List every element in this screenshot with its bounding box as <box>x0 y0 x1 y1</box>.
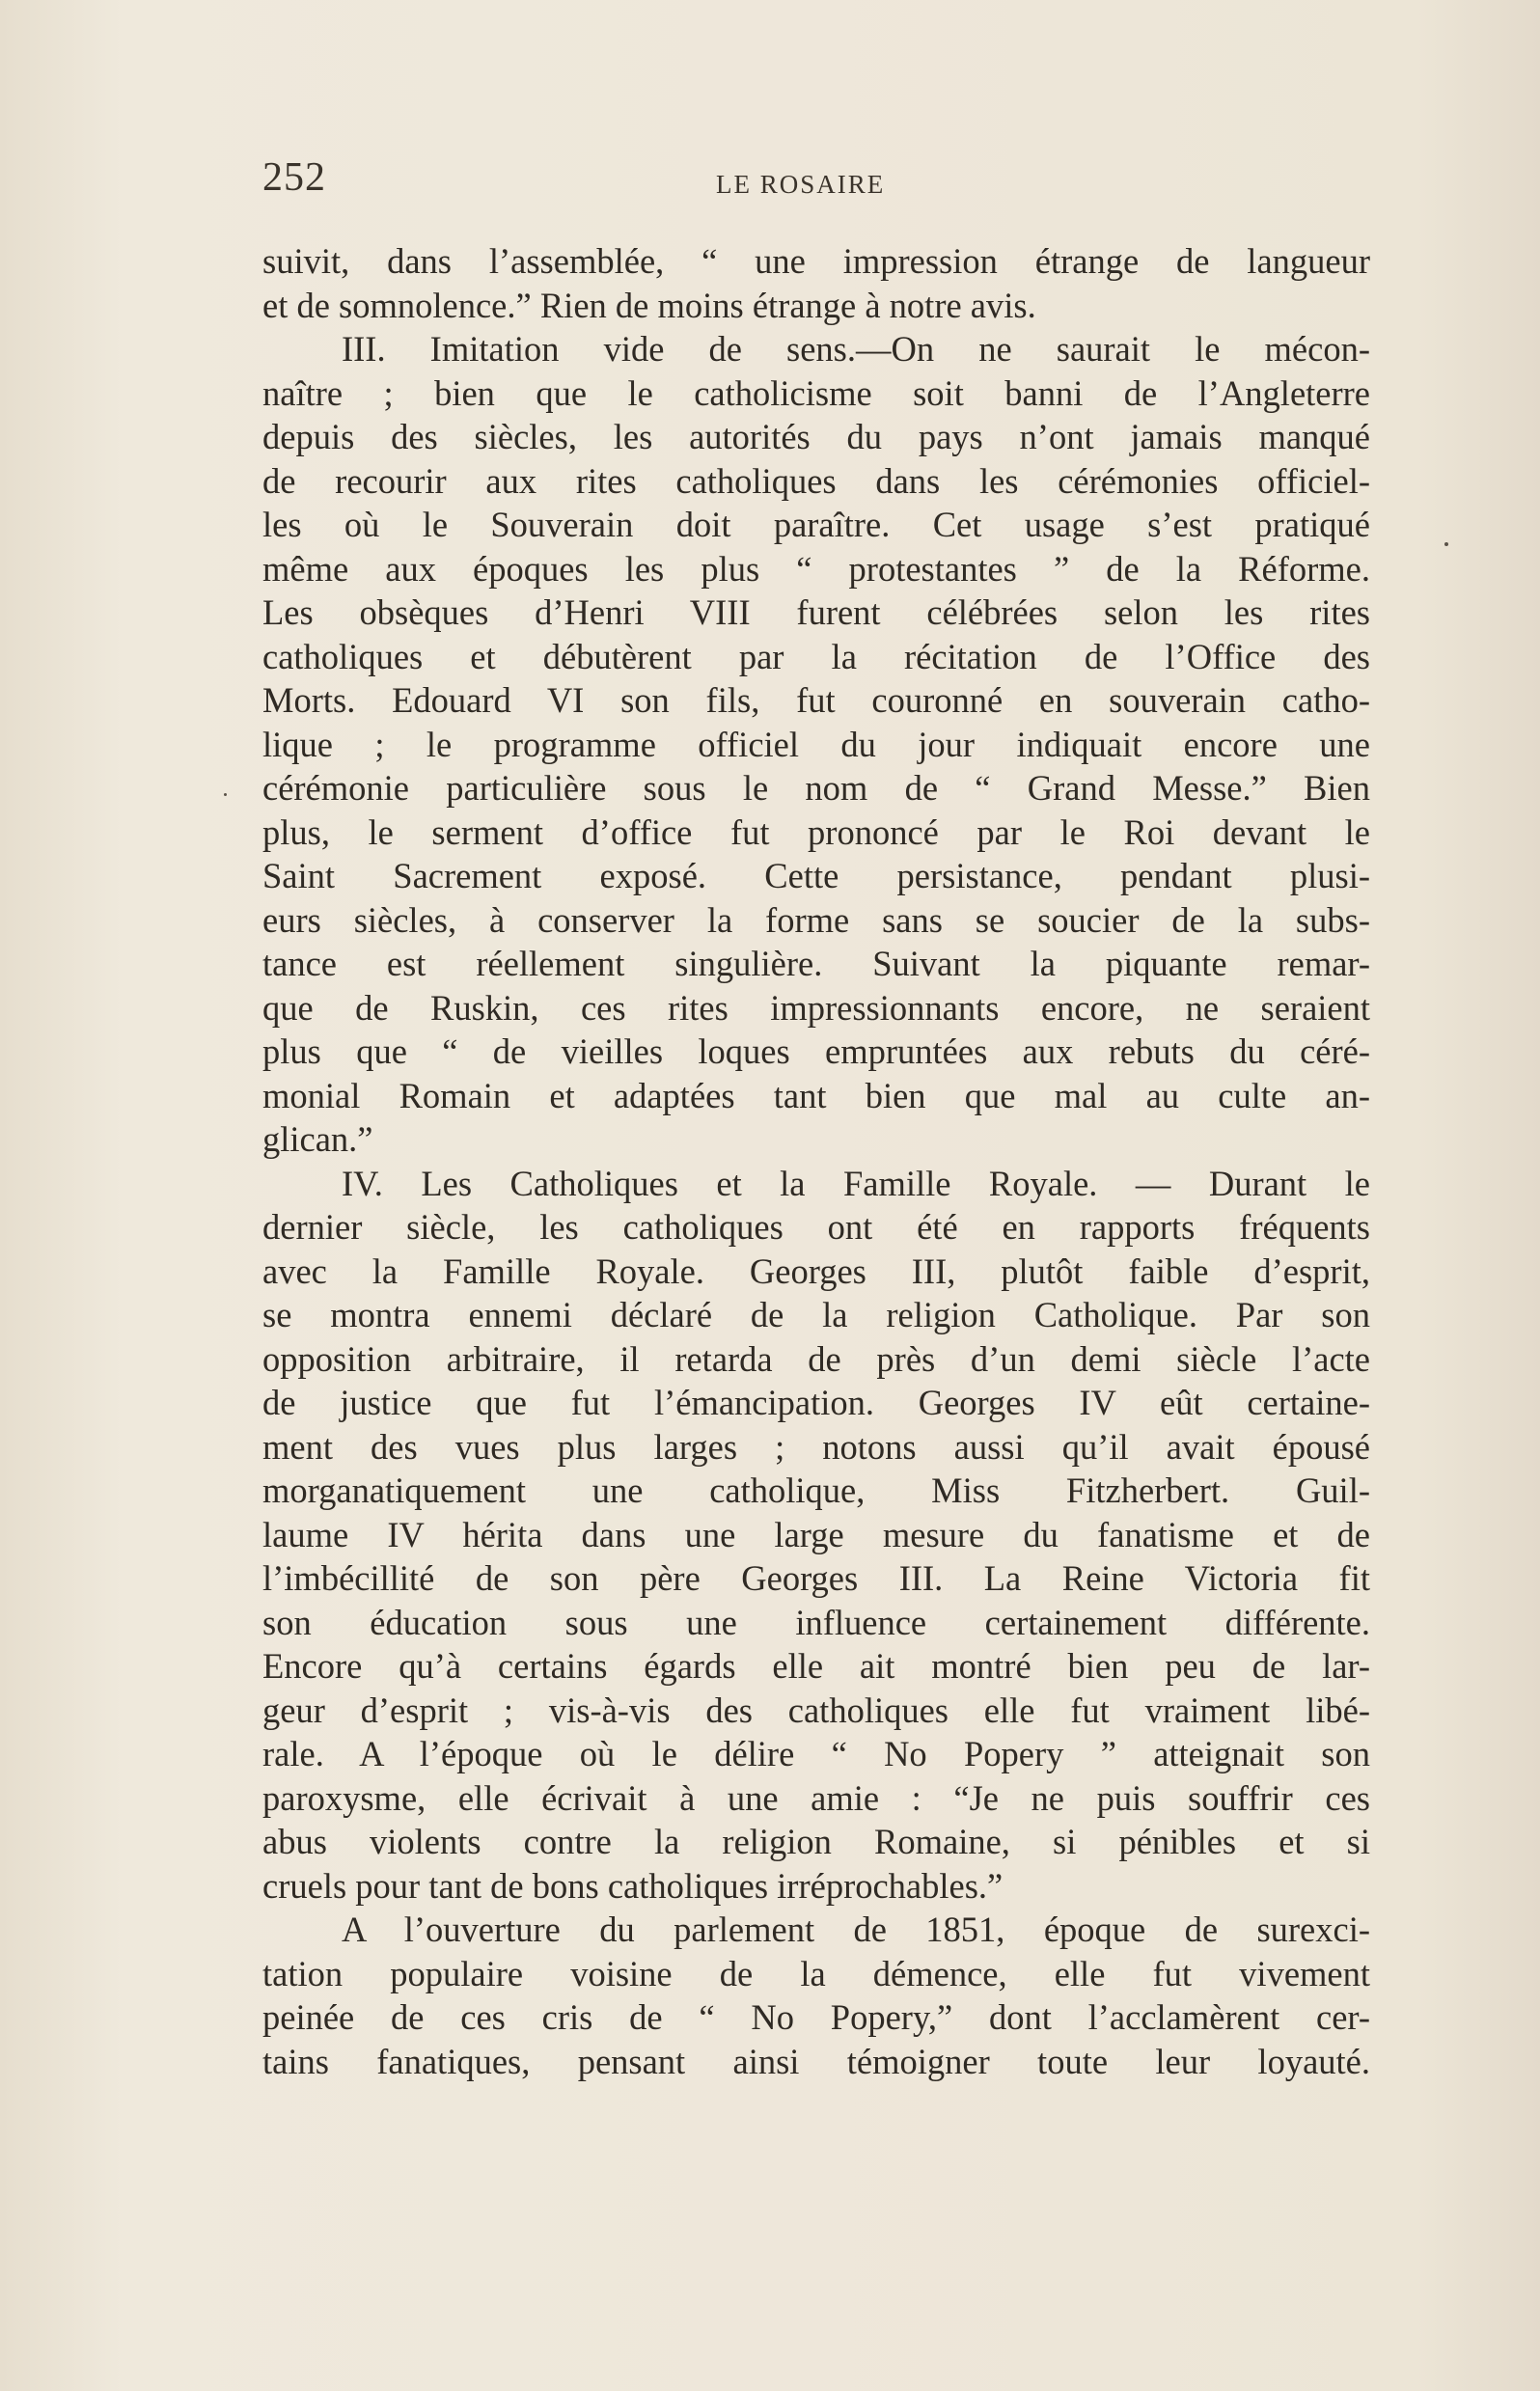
text-line: même aux époques les plus “ protestantes ” de la Réforme. <box>262 548 1370 589</box>
text-line: paroxysme, elle écrivait à une amie : “Je ne puis souffrir ces <box>262 1777 1370 1818</box>
text-line: de recourir aux rites catholiques dans les cérémonies officiel- <box>262 460 1370 501</box>
text-line: dernier siècle, les catholiques ont été en rapports fréquents <box>262 1207 1370 1247</box>
text-line: opposition arbitraire, il retarda de près d’un demi siècle l’acte <box>262 1338 1370 1379</box>
page-number: 252 <box>262 155 326 200</box>
text-line: A l’ouverture du parlement de 1851, époque de surexci- <box>342 1910 1370 1949</box>
text-line: naître ; bien que le catholicisme soit banni de l’Angleterre <box>262 372 1370 413</box>
text-line: IV. Les Catholiques et la Famille Royale. — Durant le <box>342 1163 1370 1203</box>
text-line: que de Ruskin, ces rites impressionnants encore, ne seraient <box>262 987 1370 1028</box>
text-line: rale. A l’époque où le délire “ No Popery ” atteignait son <box>262 1734 1370 1773</box>
text-line: son éducation sous une influence certainement différente. <box>262 1602 1370 1642</box>
page-header <box>262 154 1372 203</box>
text-line: cruels pour tant de bons catholiques irréprochables.” <box>262 1865 1004 1906</box>
text-line: ment des vues plus larges ; notons aussi qu’il avait épousé <box>262 1426 1370 1467</box>
text-line: peinée de ces cris de “ No Popery,” dont l’acclamèrent cer- <box>262 1997 1370 2037</box>
text-line: geur d’esprit ; vis-à-vis des catholiques elle fut vraiment libé- <box>262 1690 1370 1730</box>
text-line: morganatiquement une catholique, Miss Fitzherbert. Guil- <box>262 1470 1370 1510</box>
text-line: abus violents contre la religion Romaine, si pénibles et si <box>262 1822 1370 1861</box>
text-line: tains fanatiques, pensant ainsi témoigner toute leur loyauté. <box>262 2041 1370 2081</box>
text-line: III. Imitation vide de sens.—On ne saurait le mécon- <box>342 329 1370 369</box>
text-line: eurs siècles, à conserver la forme sans se soucier de la subs- <box>262 899 1370 940</box>
text-line: et de somnolence.” Rien de moins étrange à notre avis. <box>262 285 1036 325</box>
text-line: avec la Famille Royale. Georges III, plutôt faible d’esprit, <box>262 1250 1370 1291</box>
text-line: Les obsèques d’Henri VIII furent célébrées selon les rites <box>262 592 1370 632</box>
text-line: tation populaire voisine de la démence, elle fut vivement <box>262 1953 1370 1993</box>
text-line: Encore qu’à certains égards elle ait montré bien peu de lar- <box>262 1646 1370 1686</box>
text-line: Saint Sacrement exposé. Cette persistance, pendant plusi- <box>262 856 1370 895</box>
text-line: cérémonie particulière sous le nom de “ Grand Messe.” Bien <box>262 768 1370 808</box>
text-line: plus, le serment d’office fut prononcé par le Roi devant le <box>262 811 1370 852</box>
text-line: Morts. Edouard VI son fils, fut couronné en souverain catho- <box>262 680 1370 720</box>
text-line: lique ; le programme officiel du jour indiquait encore une <box>262 724 1370 764</box>
body-text <box>262 239 1370 2083</box>
text-line: les où le Souverain doit paraître. Cet usage s’est pratiqué <box>262 505 1370 544</box>
text-line: suivit, dans l’assemblée, “ une impression étrange de langueur <box>262 241 1370 281</box>
running-title: LE ROSAIRE <box>716 170 886 199</box>
text-line: glican.” <box>262 1119 373 1159</box>
text-line: tance est réellement singulière. Suivant la piquante remar- <box>262 944 1370 983</box>
text-line: l’imbécillité de son père Georges III. La Reine Victoria fit <box>262 1558 1370 1598</box>
text-line: laume IV hérita dans une large mesure du fanatisme et de <box>262 1514 1370 1554</box>
text-line: plus que “ de vieilles loques empruntées aux rebuts du céré- <box>262 1031 1370 1071</box>
text-line: se montra ennemi déclaré de la religion Catholique. Par son <box>262 1295 1370 1334</box>
paper-speck <box>1444 542 1448 546</box>
text-line: monial Romain et adaptées tant bien que mal au culte an- <box>262 1075 1370 1115</box>
text-line: depuis des siècles, les autorités du pays n’ont jamais manqué <box>262 417 1370 456</box>
text-line: catholiques et débutèrent par la récitation de l’Office des <box>262 636 1370 676</box>
paper-speck <box>224 793 227 796</box>
text-line: de justice que fut l’émancipation. Georges IV eût certaine- <box>262 1383 1370 1422</box>
